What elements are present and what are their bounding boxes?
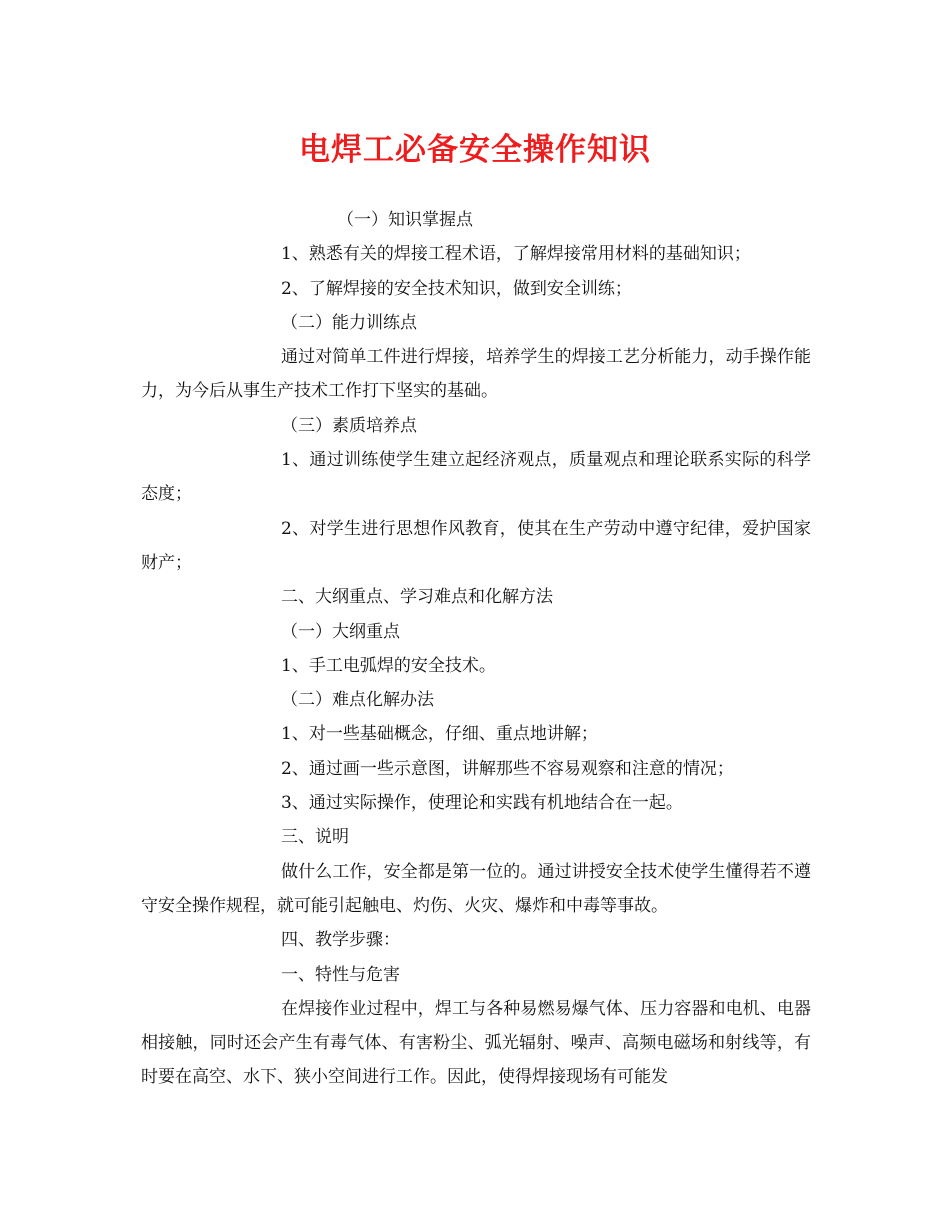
- paragraph: 做什么工作，安全都是第一位的。通过讲授安全技术使学生懂得若不遵守安全操作规程，就可能引起触电、灼伤、火灾、爆炸和中毒等事故。: [141, 861, 811, 916]
- paragraph: （一）知识掌握点: [337, 210, 473, 230]
- paragraph: （二）难点化解办法: [281, 690, 434, 711]
- paragraph: （二）能力训练点: [281, 312, 417, 333]
- section-heading: 三、说明: [281, 827, 349, 848]
- document-title: 电焊工必备安全操作知识: [299, 132, 651, 168]
- paragraph: 一、特性与危害: [281, 964, 400, 985]
- paragraph: （一）大纲重点: [281, 621, 400, 642]
- section-heading: 四、教学步骤：: [281, 930, 400, 951]
- paragraph: 1、对一些基础概念，仔细、重点地讲解；: [281, 724, 598, 745]
- paragraph: 通过对简单工件进行焊接，培养学生的焊接工艺分析能力，动手操作能力，为今后从事生产技术工作打下坚实的基础。: [141, 347, 811, 402]
- paragraph: 2、了解焊接的安全技术知识，做到安全训练；: [281, 278, 632, 299]
- paragraph: 1、通过训练使学生建立起经济观点，质量观点和理论联系实际的科学态度；: [141, 450, 811, 505]
- paragraph: 1、手工电弧焊的安全技术。: [281, 655, 496, 676]
- paragraph: 2、通过画一些示意图，讲解那些不容易观察和注意的情况；: [281, 758, 734, 779]
- paragraph: （三）素质培养点: [281, 415, 417, 436]
- paragraph: 2、对学生进行思想作风教育，使其在生产劳动中遵守纪律，爱护国家财产；: [141, 518, 811, 573]
- paragraph: 3、通过实际操作，使理论和实践有机地结合在一起。: [281, 793, 683, 814]
- paragraph: 在焊接作业过程中，焊工与各种易燃易爆气体、压力容器和电机、电器相接触，同时还会产生有毒气体、有害粉尘、弧光辐射、噪声、高频电磁场和射线等，有时要在高空、水下、狭小空间进行工作。因此，使得焊接现场有可能发: [141, 998, 811, 1088]
- document-body: [141, 203, 811, 1095]
- paragraph: 1、熟悉有关的焊接工程术语，了解焊接常用材料的基础知识；: [281, 244, 751, 265]
- section-heading: 二、大纲重点、学习难点和化解方法: [281, 587, 553, 608]
